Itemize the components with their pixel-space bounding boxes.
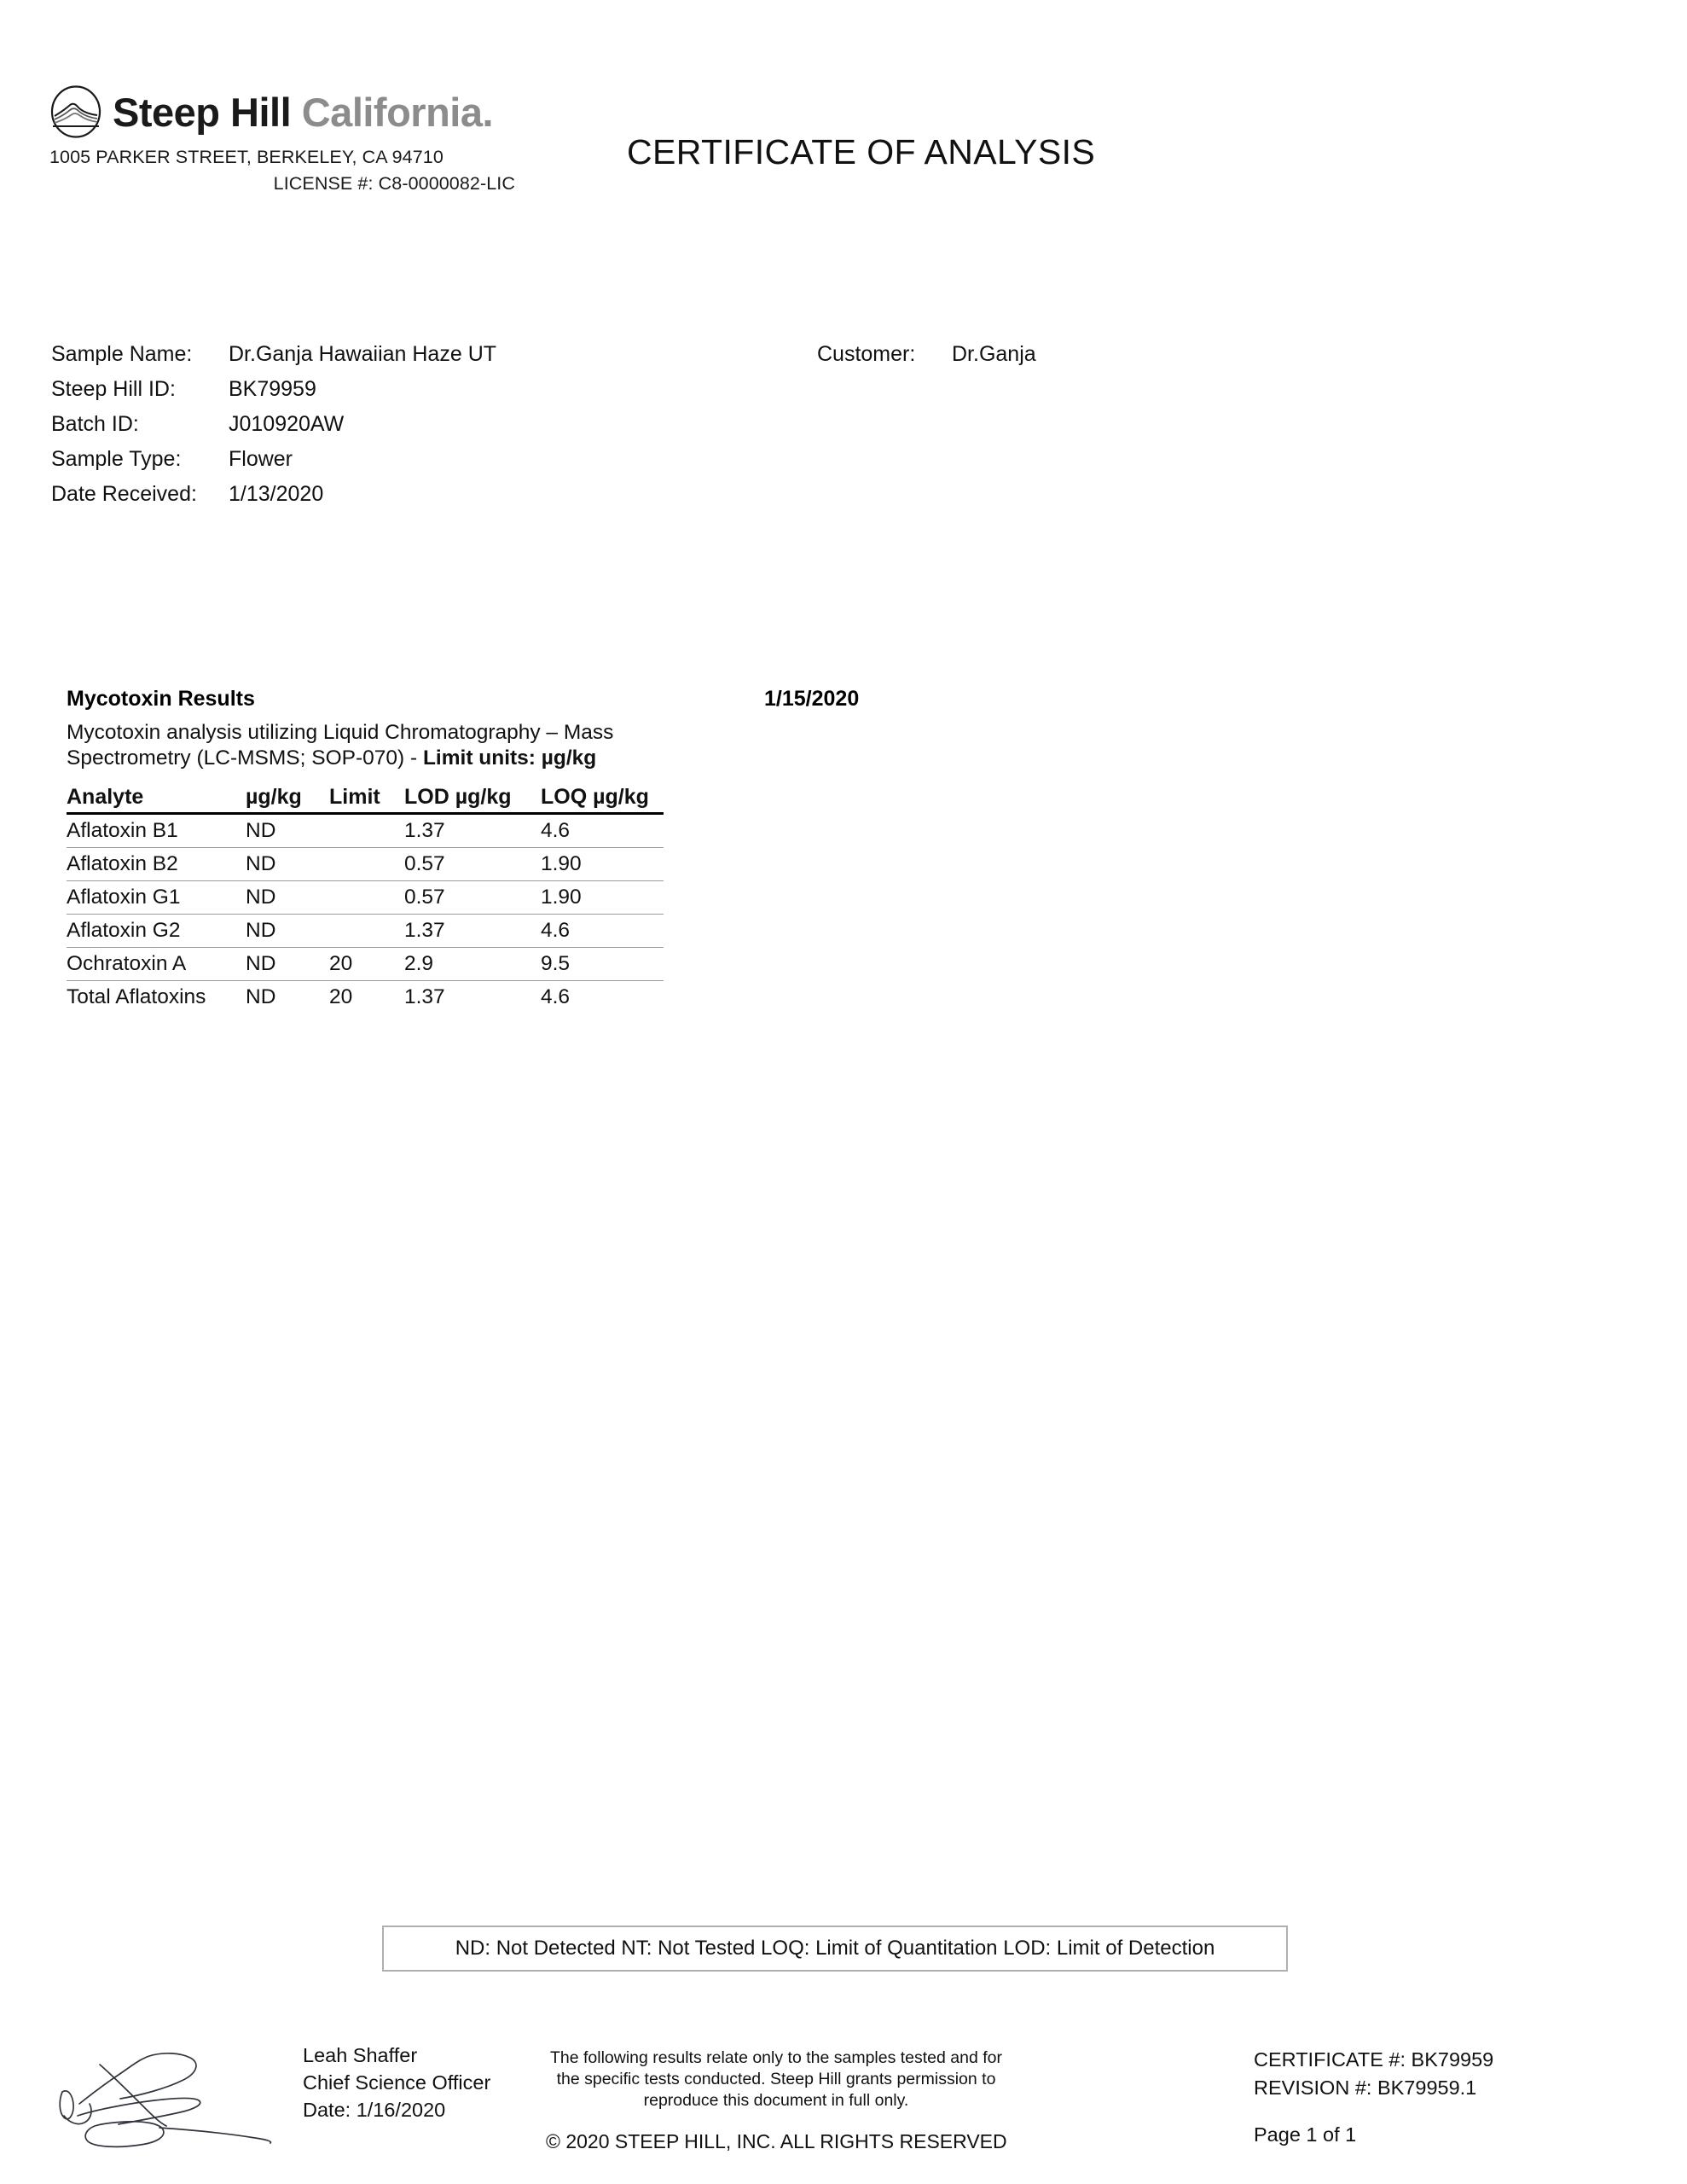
cell-analyte: Aflatoxin G1 (67, 886, 181, 909)
cell-value: ND (246, 919, 276, 942)
info-value: Dr.Ganja Hawaiian Haze UT (229, 342, 497, 366)
results-limit-units: Limit units: µg/kg (422, 746, 597, 770)
cell-analyte: Aflatoxin G2 (67, 919, 181, 942)
info-row-batch-id (51, 407, 819, 442)
cell-loq: 4.6 (541, 919, 571, 942)
table-row (67, 881, 664, 915)
results-title: Mycotoxin Results (67, 687, 255, 711)
table-row (67, 948, 664, 981)
signer-date: Date: 1/16/2020 (303, 2099, 446, 2121)
column-header-limit: Limit (329, 785, 380, 809)
footer-copyright: © 2020 STEEP HILL, INC. ALL RIGHTS RESERVED (546, 2130, 1007, 2152)
customer-label: Customer: (817, 342, 916, 366)
column-header-value: µg/kg (246, 785, 302, 809)
signer-title: Chief Science Officer (303, 2071, 491, 2094)
info-label: Sample Name: (51, 342, 193, 366)
info-value: BK79959 (229, 377, 316, 401)
abbreviation-legend-box (382, 1926, 1288, 1972)
results-description-text: Mycotoxin analysis utilizing Liquid Chromatography – Mass Spectrometry (LC-MSMS; SOP-070) - (67, 721, 614, 770)
column-header-lod: LOD µg/kg (404, 785, 512, 809)
info-value: J010920AW (229, 412, 345, 436)
hill-circle-logo-icon (49, 85, 102, 138)
mycotoxin-results-table (67, 779, 664, 1014)
info-value: Flower (229, 447, 293, 471)
cell-loq: 4.6 (541, 819, 571, 842)
info-label: Sample Type: (51, 447, 182, 471)
table-row (67, 814, 664, 848)
cell-lod: 1.37 (404, 919, 445, 942)
revision-number: REVISION #: BK79959.1 (1254, 2077, 1477, 2099)
cell-limit (329, 848, 404, 881)
customer-block (817, 337, 1036, 372)
company-address: 1005 PARKER STREET, BERKELEY, CA 94710 (49, 147, 443, 167)
cell-value: ND (246, 886, 276, 909)
info-row-sample-name (51, 337, 819, 372)
cell-limit: 20 (329, 952, 353, 975)
cell-limit (329, 915, 404, 948)
cell-limit (329, 881, 404, 915)
info-label: Batch ID: (51, 412, 139, 436)
cell-value: ND (246, 852, 276, 875)
legend-text: ND: Not Detected NT: Not Tested LOQ: Limit of Quantitation LOD: Limit of Detection (455, 1937, 1215, 1960)
table-row (67, 981, 664, 1014)
cell-analyte: Ochratoxin A (67, 952, 187, 975)
results-description (67, 720, 664, 771)
cell-value: ND (246, 819, 276, 842)
table-header (67, 779, 664, 814)
signature-icon (47, 2048, 286, 2158)
cell-lod: 0.57 (404, 852, 445, 875)
info-row-date-received (51, 477, 819, 512)
cell-loq: 4.6 (541, 985, 571, 1008)
column-header-analyte: Analyte (67, 785, 144, 809)
cell-value: ND (246, 985, 276, 1008)
table-header-row (67, 779, 664, 814)
page-number: Page 1 of 1 (1254, 2123, 1357, 2146)
certificate-info-block (1254, 2046, 1493, 2102)
signer-block (303, 2042, 490, 2123)
logo-word-steep-hill: Steep Hill (113, 89, 292, 135)
cell-lod: 1.37 (404, 985, 445, 1008)
company-license: LICENSE #: C8-0000082-LIC (273, 173, 515, 194)
cell-analyte: Total Aflatoxins (67, 985, 206, 1008)
info-label: Steep Hill ID: (51, 377, 176, 401)
cell-lod: 2.9 (404, 952, 434, 975)
table-row (67, 848, 664, 881)
signer-name: Leah Shaffer (303, 2044, 418, 2066)
info-row-sample-type (51, 442, 819, 477)
logo-wordmark: Steep Hill California. (113, 89, 494, 135)
info-label: Date Received: (51, 482, 197, 506)
company-branding (49, 85, 527, 195)
info-row-steep-hill-id (51, 372, 819, 407)
results-header-row (67, 687, 936, 714)
cell-loq: 1.90 (541, 886, 582, 909)
footer-disclaimer: The following results relate only to the samples tested and for the specific tests conducted. Steep Hill grants permission to reproduce this document in full only. (549, 2048, 1003, 2110)
info-value: 1/13/2020 (229, 482, 324, 506)
logo-word-california: California (301, 89, 483, 135)
table-row (67, 915, 664, 948)
sample-info-block (51, 337, 819, 512)
column-header-loq: LOQ µg/kg (541, 785, 649, 809)
cell-loq: 9.5 (541, 952, 571, 975)
results-date: 1/15/2020 (764, 687, 860, 711)
logo-row (49, 85, 527, 138)
cell-limit: 20 (329, 985, 353, 1008)
mycotoxin-results-section (67, 687, 936, 1014)
cell-loq: 1.90 (541, 852, 582, 875)
certificate-number: CERTIFICATE #: BK79959 (1254, 2048, 1494, 2071)
page-title: CERTIFICATE OF ANALYSIS (627, 132, 1096, 171)
cell-limit (329, 814, 404, 848)
table-body (67, 814, 664, 1014)
cell-analyte: Aflatoxin B1 (67, 819, 178, 842)
cell-analyte: Aflatoxin B2 (67, 852, 178, 875)
cell-lod: 1.37 (404, 819, 445, 842)
customer-value: Dr.Ganja (952, 342, 1036, 366)
cell-lod: 0.57 (404, 886, 445, 909)
cell-value: ND (246, 952, 276, 975)
